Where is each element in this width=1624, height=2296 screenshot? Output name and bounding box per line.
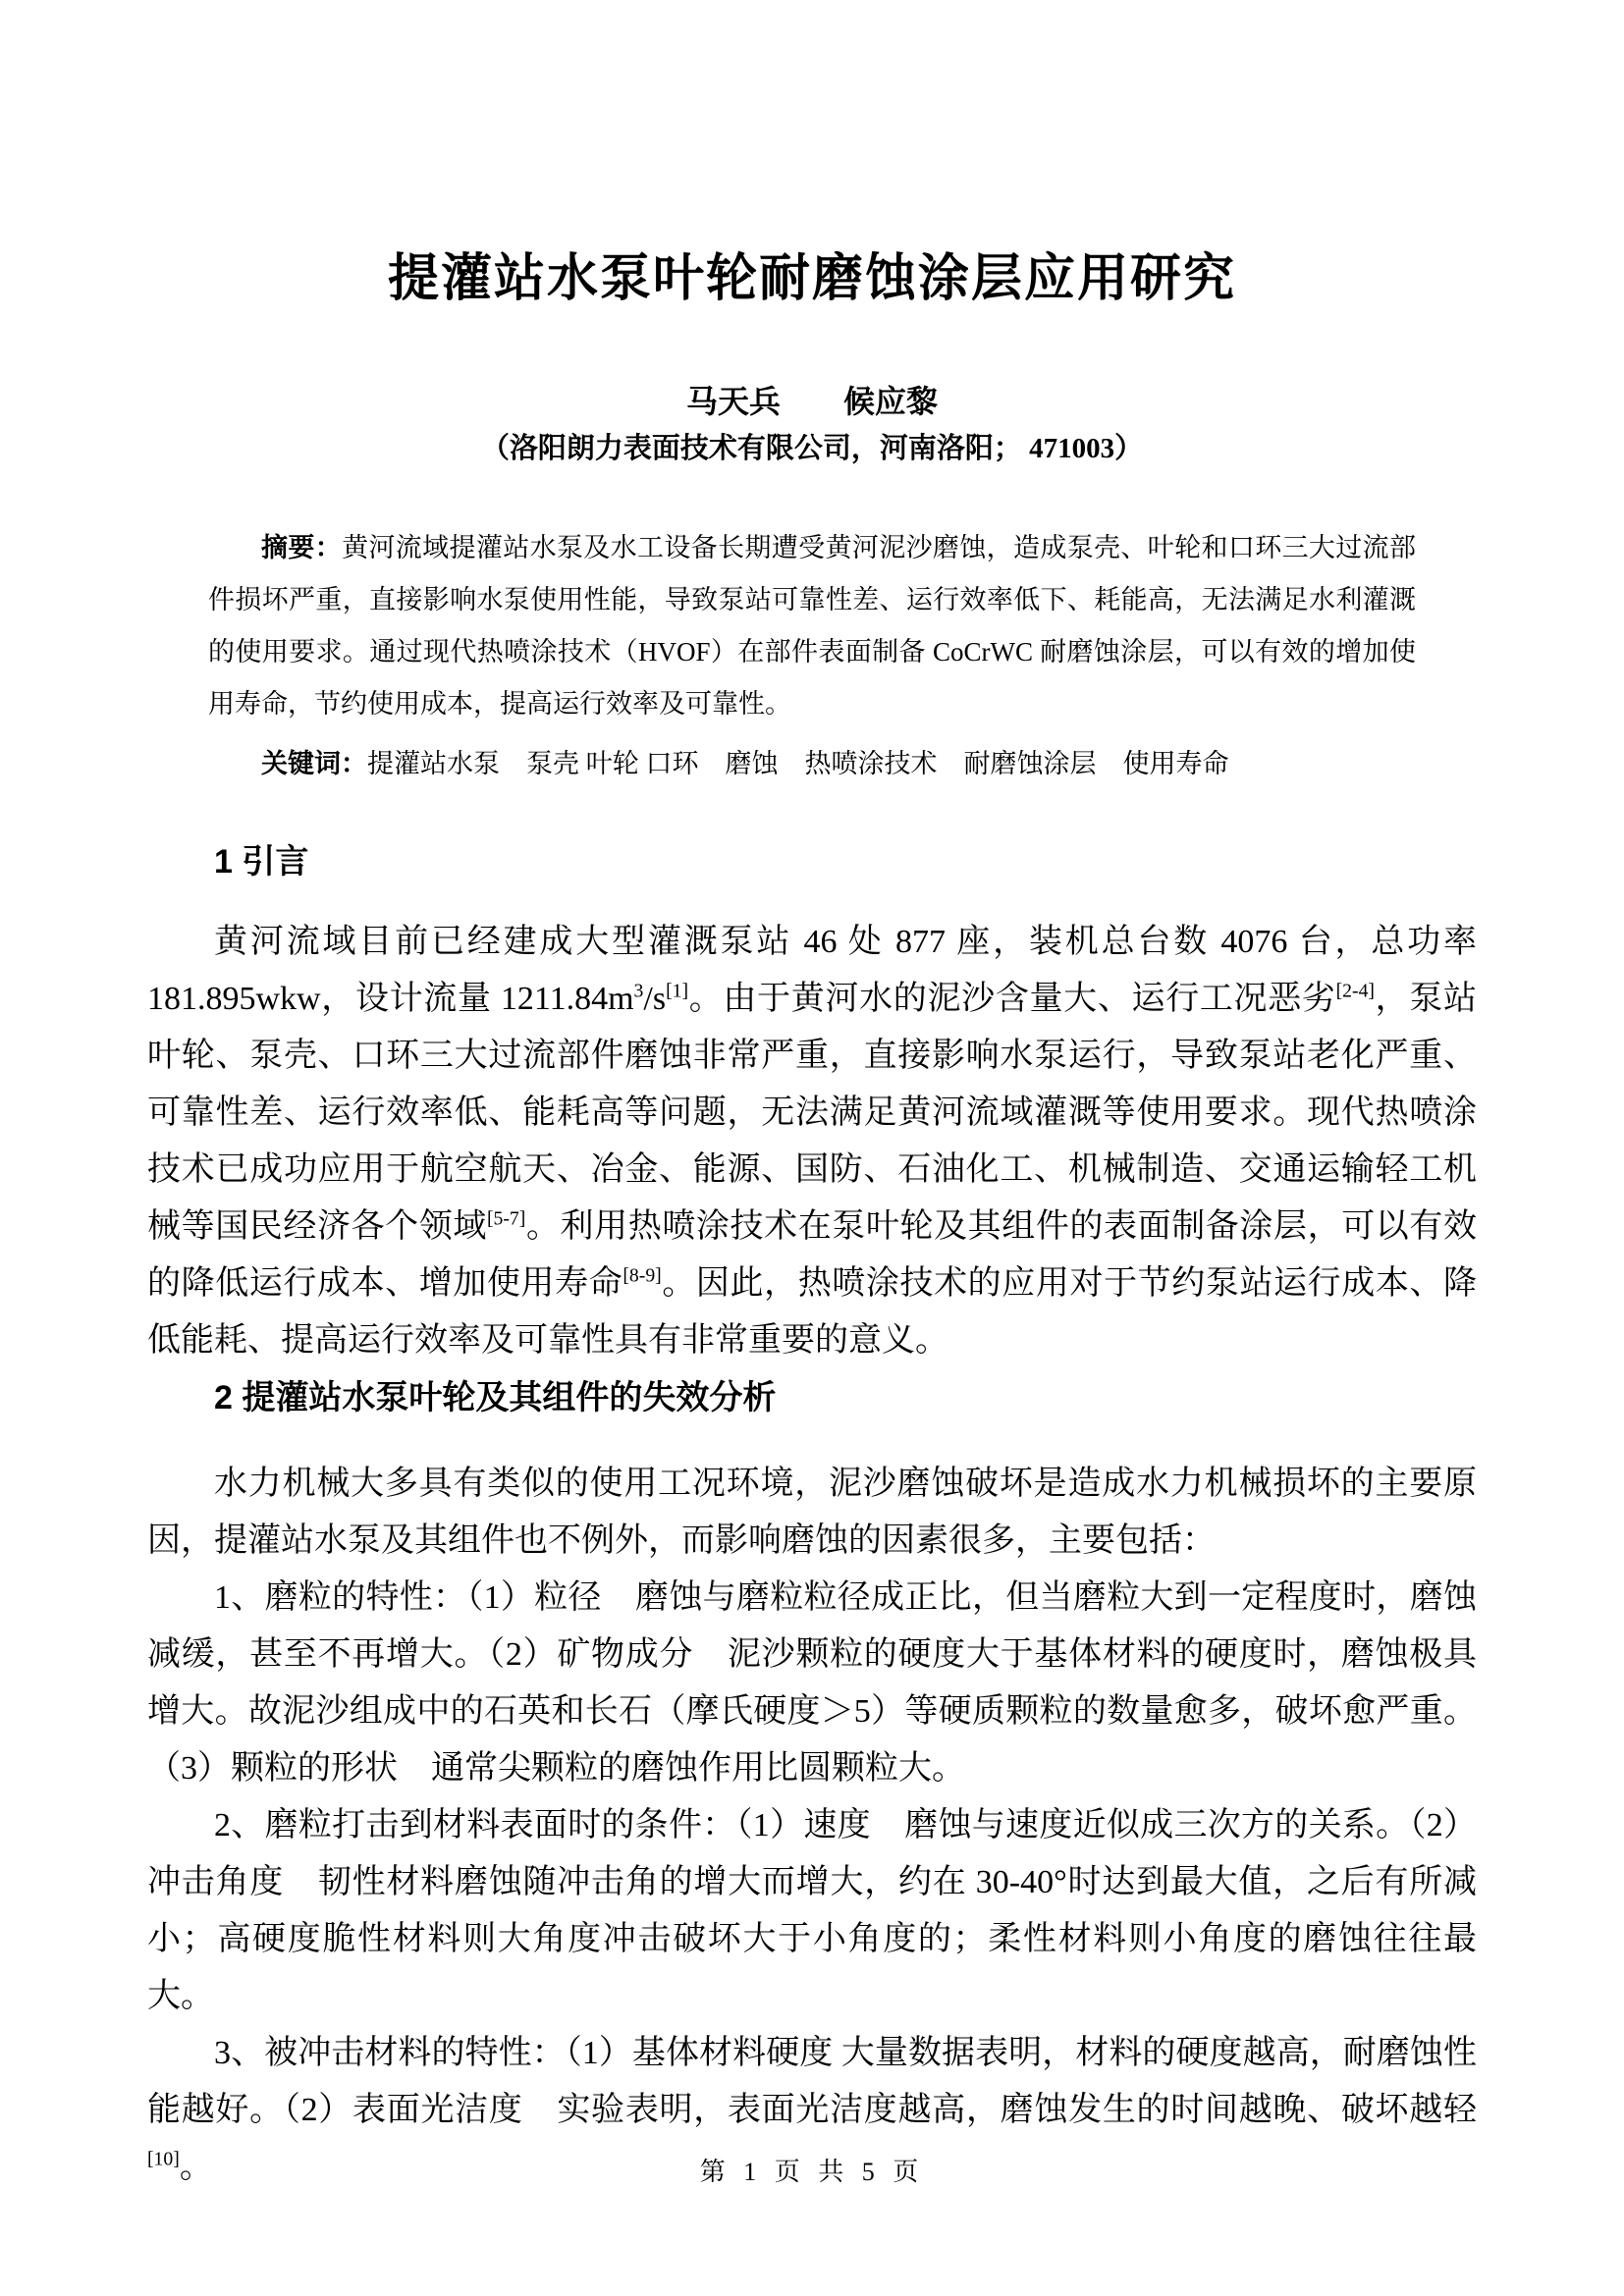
abstract-label: 摘要：	[261, 532, 343, 562]
section-2-paragraph-4: 3、被冲击材料的特性：（1）基体材料硬度 大量数据表明，材料的硬度越高，耐磨蚀性能越好。（2）表面光洁度 实验表明，表面光洁度越高，磨蚀发生的时间越晚、破坏越轻[10]。	[147, 2034, 1477, 2185]
section-1-heading: 1 引言	[214, 842, 309, 881]
section-2-paragraph-1: 水力机械大多具有类似的使用工况环境，泥沙磨蚀破坏是造成水力机械损坏的主要原因，提灌站水泵及其组件也不例外，而影响磨蚀的因素很多，主要包括：	[147, 1465, 1477, 1559]
abstract-paragraph	[147, 522, 1477, 730]
abstract-text: 黄河流域提灌站水泵及水工设备长期遭受黄河泥沙磨蚀，造成泵壳、叶轮和口环三大过流部件损坏严重，直接影响水泵使用性能，导致泵站可靠性差、运行效率低下、耗能高，无法满足水利灌溉的使用要求。通过现代热喷涂技术（HVOF）在部件表面制备 CoCrWC 耐磨蚀涂层，可以有效的增加使用寿命，节约使用成本，提高运行效率及可靠性。	[208, 532, 1417, 719]
affiliation-line: （洛阳朗力表面技术有限公司，河南洛阳； 471003）	[480, 433, 1144, 465]
authors-line: 马天兵 候应黎	[685, 384, 938, 420]
keywords-text: 提灌站水泵 泵壳 叶轮 口环 磨蚀 热喷涂技术 耐磨蚀涂层 使用寿命	[367, 748, 1229, 778]
section-2-paragraph-2: 1、磨粒的特性：（1）粒径 磨蚀与磨粒粒径成正比，但当磨粒大到一定程度时，磨蚀减缓，甚至不再增大。（2）矿物成分 泥沙颗粒的硬度大于基体材料的硬度时，磨蚀极具增大。故泥沙组成中的石英和长石（摩氏硬度＞5）等硬质颗粒的数量愈多，破坏愈严重。（3）颗粒的形状 通常尖颗粒的磨蚀作用比圆颗粒大。	[147, 1578, 1477, 1787]
section-1-paragraph: 黄河流域目前已经建成大型灌溉泵站 46 处 877 座，装机总台数 4076 台，总功率 181.895wkw，设计流量 $1211.84m^3/s[1]$。由于黄河水的泥沙含量大、运行工况恶劣[2-4]，泵站叶轮、泵壳、口环三大过流部件磨蚀非常严重，直接影响水泵运行，导致泵站老化严重、可靠性差、运行效率低、能耗高等问题，无法满足黄河流域灌溉等使用要求。现代热喷涂技术已成功应用于航空航天、冶金、能源、国防、石油化工、机械制造、交通运输轻工机械等国民经济各个领域[5-7]。利用热喷涂技术在泵叶轮及其组件的表面制备涂层，可以有效的降低运行成本、增加使用寿命[8-9]。因此，热喷涂技术的应用对于节约泵站运行成本、降低能耗、提高运行效率及可靠性具有非常重要的意义。	[147, 923, 1478, 1359]
section-2-paragraph-3: 2、磨粒打击到材料表面时的条件：（1）速度 磨蚀与速度近似成三次方的关系。（2）冲击角度 韧性材料磨蚀随冲击角的增大而增大，约在 30-40°时达到最大值，之后有所减小；高硬度脆性材料则大角度冲击破坏大于小角度的；柔性材料则小角度的磨蚀往往最大。	[147, 1806, 1477, 2014]
page-footer: 第 1 页 共 5 页	[699, 2158, 925, 2186]
section-2-heading: 2 提灌站水泵叶轮及其组件的失效分析	[214, 1378, 777, 1416]
keywords-label: 关键词：	[261, 748, 367, 778]
paper-title: 提灌站水泵叶轮耐磨蚀涂层应用研究	[387, 250, 1236, 307]
keywords-paragraph	[147, 738, 1477, 790]
